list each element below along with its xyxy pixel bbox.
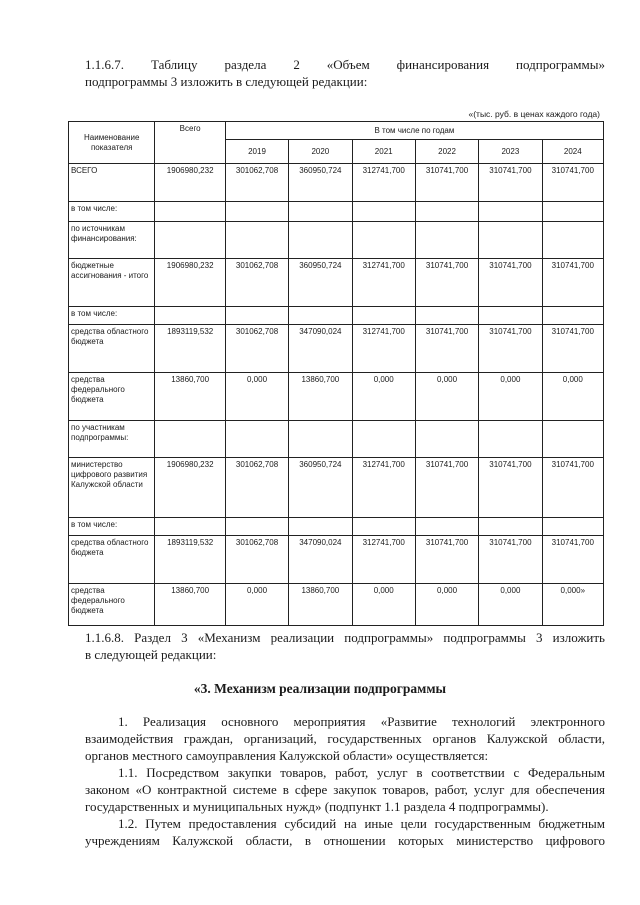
table-row: [69, 536, 604, 584]
cell-year-value: 0,000: [415, 584, 478, 626]
cell-total: 1893119,532: [155, 536, 225, 584]
year-header: 2021: [352, 140, 415, 164]
cell-total: [155, 421, 225, 458]
empty-cell: [542, 202, 603, 222]
intro-line-2: подпрограммы 3 изложить в следующей редакции:: [85, 74, 368, 89]
cell-year-value: 0,000: [225, 584, 288, 626]
empty-cell: [542, 518, 603, 536]
cell-year-value: 301062,708: [225, 259, 288, 307]
cell-year-value: 0,000: [542, 373, 603, 421]
cell-year-value: 301062,708: [225, 536, 288, 584]
empty-cell: [289, 518, 352, 536]
row-label: в том числе:: [69, 202, 155, 222]
cell-year-value: 310741,700: [415, 259, 478, 307]
cell-year-value: 310741,700: [479, 259, 542, 307]
cell-total: 1893119,532: [155, 325, 225, 373]
cell-year-value: 13860,700: [289, 584, 352, 626]
cell-year-value: 301062,708: [225, 164, 288, 202]
table-row: [69, 518, 604, 536]
cell-total: 13860,700: [155, 373, 225, 421]
after-line-2: в следующей редакции:: [85, 647, 217, 662]
body-line: законом «О контрактной системе в сфере закупок товаров, работ, услуг для обеспечения: [85, 782, 605, 797]
empty-cell: [225, 307, 288, 325]
header-name: Наименование показателя: [69, 122, 155, 164]
cell-year-value: 13860,700: [289, 373, 352, 421]
cell-year-value: [479, 421, 542, 458]
cell-year-value: 0,000: [225, 373, 288, 421]
section-heading: «3. Механизм реализации подпрограммы: [193, 681, 447, 696]
table-row: [69, 202, 604, 222]
cell-year-value: 312741,700: [352, 458, 415, 518]
row-label: средства областного бюджета: [69, 325, 155, 373]
cell-year-value: 310741,700: [415, 458, 478, 518]
table-row: [69, 222, 604, 259]
cell-year-value: 360950,724: [289, 259, 352, 307]
body-line: 1.2. Путем предоставления субсидий на иные цели государственным бюджетным: [118, 816, 605, 831]
cell-year-value: [542, 421, 603, 458]
year-header: 2019: [225, 140, 288, 164]
empty-cell: [225, 202, 288, 222]
cell-year-value: 310741,700: [479, 458, 542, 518]
row-label: бюджетные ассигнования - итого: [69, 259, 155, 307]
table-row: [69, 259, 604, 307]
cell-year-value: 0,000: [352, 584, 415, 626]
empty-cell: [352, 518, 415, 536]
cell-year-value: 301062,708: [225, 325, 288, 373]
cell-year-value: [415, 222, 478, 259]
row-label: в том числе:: [69, 307, 155, 325]
cell-year-value: 312741,700: [352, 259, 415, 307]
year-header: 2023: [479, 140, 542, 164]
cell-total: 13860,700: [155, 584, 225, 626]
empty-cell: [479, 518, 542, 536]
cell-year-value: 310741,700: [542, 458, 603, 518]
cell-year-value: 310741,700: [542, 536, 603, 584]
cell-total: 1906980,232: [155, 164, 225, 202]
cell-year-value: 0,000: [479, 584, 542, 626]
cell-total: [155, 222, 225, 259]
table-row: [69, 164, 604, 202]
cell-year-value: 310741,700: [479, 536, 542, 584]
body-line: органов местного самоуправления Калужской области» осуществляется:: [85, 748, 489, 763]
row-label: по участникам подпрограммы:: [69, 421, 155, 458]
row-label: по источникам финансирования:: [69, 222, 155, 259]
table-row: [69, 584, 604, 626]
cell-year-value: 310741,700: [415, 325, 478, 373]
cell-total: 1906980,232: [155, 259, 225, 307]
empty-cell: [352, 307, 415, 325]
body-line: 1. Реализация основного мероприятия «Развитие технологий электронного: [118, 714, 605, 729]
cell-year-value: 360950,724: [289, 458, 352, 518]
cell-year-value: 310741,700: [479, 164, 542, 202]
table-row: [69, 458, 604, 518]
empty-cell: [542, 307, 603, 325]
body-line: учреждениям Калужской области, в отношении которых министерство цифрового: [85, 833, 605, 848]
empty-cell: [415, 307, 478, 325]
cell-year-value: [352, 222, 415, 259]
cell-year-value: [289, 222, 352, 259]
cell-year-value: 0,000: [479, 373, 542, 421]
cell-year-value: 310741,700: [542, 325, 603, 373]
cell-year-value: 347090,024: [289, 325, 352, 373]
cell-year-value: 0,000: [352, 373, 415, 421]
cell-year-value: [479, 222, 542, 259]
empty-cell: [155, 202, 225, 222]
cell-total: 1906980,232: [155, 458, 225, 518]
body-line: 1.1. Посредством закупки товаров, работ, услуг в соответствии с Федеральным: [118, 765, 605, 780]
year-header: 2020: [289, 140, 352, 164]
cell-year-value: [225, 222, 288, 259]
cell-year-value: [289, 421, 352, 458]
cell-year-value: [352, 421, 415, 458]
cell-year-value: [542, 222, 603, 259]
body-line: взаимодействия граждан, организаций, государственных органов Калужской области,: [85, 731, 605, 746]
cell-year-value: 312741,700: [352, 164, 415, 202]
row-label: министерство цифрового развития Калужской области: [69, 458, 155, 518]
cell-year-value: [225, 421, 288, 458]
empty-cell: [155, 307, 225, 325]
after-line-1: 1.1.6.8. Раздел 3 «Механизм реализации подпрограммы» подпрограммы 3 изложить: [85, 630, 605, 645]
cell-year-value: 0,000»: [542, 584, 603, 626]
cell-year-value: 347090,024: [289, 536, 352, 584]
year-header: 2024: [542, 140, 603, 164]
year-header: 2022: [415, 140, 478, 164]
cell-year-value: 301062,708: [225, 458, 288, 518]
empty-cell: [415, 518, 478, 536]
row-label: средства федерального бюджета: [69, 584, 155, 626]
empty-cell: [479, 307, 542, 325]
cell-year-value: 310741,700: [415, 536, 478, 584]
empty-cell: [289, 307, 352, 325]
intro-line-1: 1.1.6.7. Таблицу раздела 2 «Объем финансирования подпрограммы»: [85, 57, 605, 72]
unit-note: «(тыс. руб. в ценах каждого года): [468, 109, 600, 119]
empty-cell: [155, 518, 225, 536]
row-label: в том числе:: [69, 518, 155, 536]
cell-year-value: 310741,700: [542, 164, 603, 202]
empty-cell: [415, 202, 478, 222]
financing-table: [68, 121, 604, 626]
empty-cell: [352, 202, 415, 222]
row-label: средства областного бюджета: [69, 536, 155, 584]
cell-year-value: 310741,700: [415, 164, 478, 202]
cell-year-value: 312741,700: [352, 536, 415, 584]
table-row: [69, 421, 604, 458]
header-total: Всего: [155, 122, 225, 164]
empty-cell: [289, 202, 352, 222]
cell-year-value: 310741,700: [479, 325, 542, 373]
cell-year-value: 312741,700: [352, 325, 415, 373]
cell-year-value: 360950,724: [289, 164, 352, 202]
row-label: ВСЕГО: [69, 164, 155, 202]
row-label: средства федерального бюджета: [69, 373, 155, 421]
table-row: [69, 307, 604, 325]
cell-year-value: 0,000: [415, 373, 478, 421]
empty-cell: [225, 518, 288, 536]
table-row: [69, 373, 604, 421]
header-years: В том числе по годам: [225, 122, 603, 140]
cell-year-value: [415, 421, 478, 458]
cell-year-value: 310741,700: [542, 259, 603, 307]
table-row: [69, 325, 604, 373]
empty-cell: [479, 202, 542, 222]
body-line: государственных и муниципальных нужд» (подпункт 1.1 раздела 4 подпрограммы).: [85, 799, 549, 814]
